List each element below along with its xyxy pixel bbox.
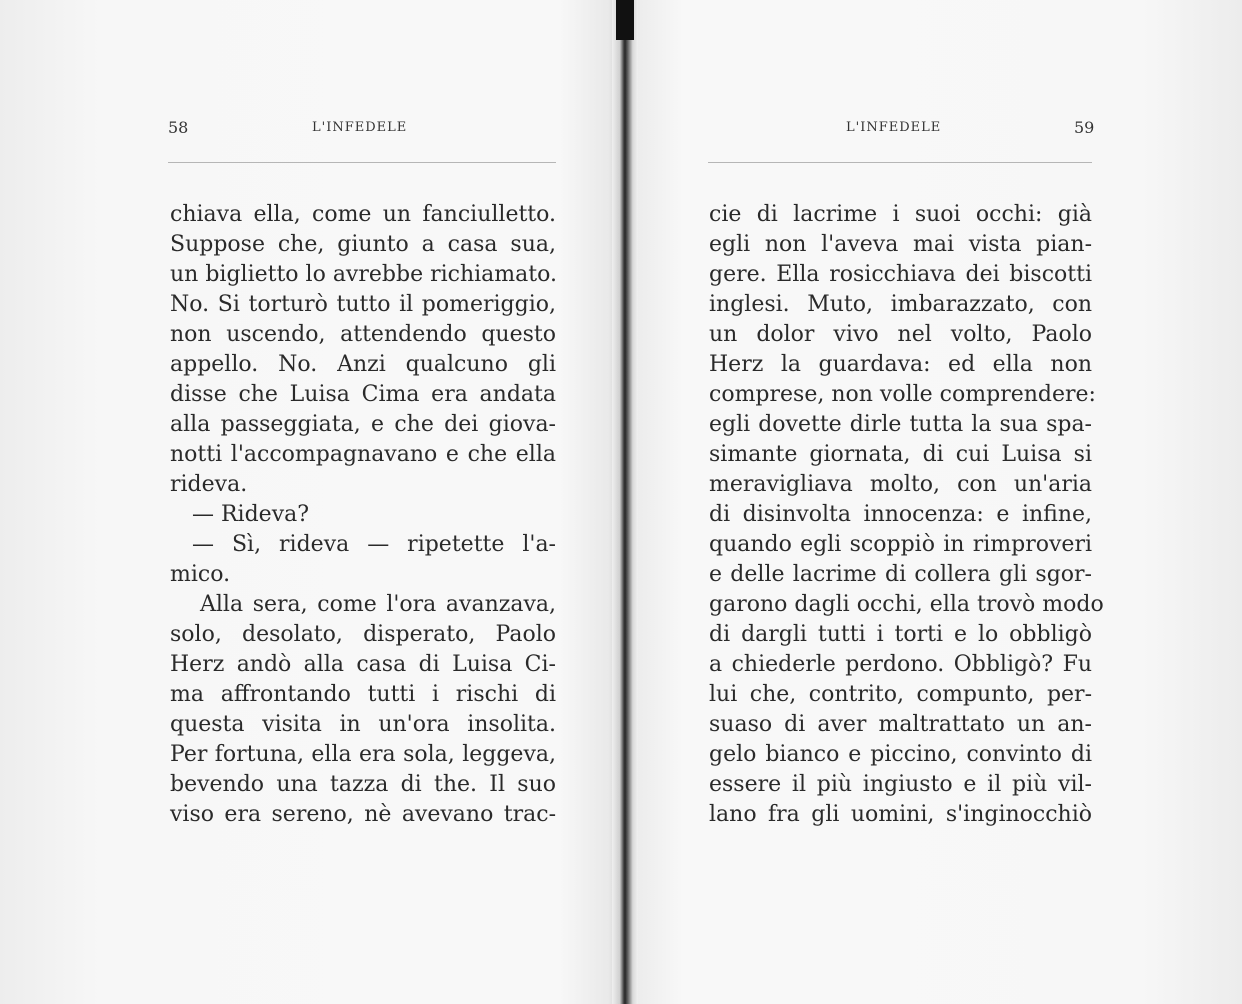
text-line: un biglietto lo avrebbe richiamato.	[170, 262, 557, 287]
right-running-head: L'INFEDELE	[846, 120, 942, 135]
text-line: egli dovette dirle tutta la sua spa-	[709, 412, 1092, 437]
text-line: gere. Ella rosicchiava dei biscotti	[709, 262, 1092, 287]
text-line: ma affrontando tutti i rischi di	[170, 682, 556, 707]
right-header-rule	[708, 162, 1092, 163]
text-line: di dargli tutti i torti e lo obbligò	[709, 622, 1092, 647]
text-line: cie di lacrime i suoi occhi: già	[709, 202, 1092, 227]
text-line: Alla sera, come l'ora avanzava,	[200, 592, 556, 617]
right-page-text	[709, 200, 1104, 830]
text-line: simante giornata, di cui Luisa si	[709, 442, 1092, 467]
text-line: a chiederle perdono. Obbligò? Fu	[709, 652, 1092, 677]
text-line: Suppose che, giunto a casa sua,	[170, 232, 556, 257]
left-page-number: 58	[168, 118, 189, 137]
text-line: non uscendo, attendendo questo	[170, 322, 556, 347]
text-line: appello. No. Anzi qualcuno gli	[170, 352, 556, 377]
book-gutter	[612, 0, 638, 1004]
text-line: Per fortuna, ella era sola, leggeva,	[170, 742, 556, 767]
text-line: mico.	[170, 562, 231, 587]
left-running-head: L'INFEDELE	[312, 120, 408, 135]
text-line: alla passeggiata, e che dei giova-	[170, 412, 556, 437]
text-line: — Rideva?	[192, 502, 310, 527]
text-line: suaso di aver maltrattato un an-	[709, 712, 1092, 737]
text-line: meravigliava molto, con un'aria	[709, 472, 1092, 497]
text-line: No. Si torturò tutto il pomeriggio,	[170, 292, 556, 317]
text-line: Herz la guardava: ed ella non	[709, 352, 1092, 377]
text-line: un dolor vivo nel volto, Paolo	[709, 322, 1092, 347]
left-page-text	[170, 200, 556, 830]
text-line: rideva.	[170, 472, 248, 497]
text-line: quando egli scoppiò in rimproveri	[709, 532, 1092, 557]
text-line: comprese, non volle comprendere:	[709, 382, 1096, 407]
left-header-rule	[168, 162, 556, 163]
text-line: Herz andò alla casa di Luisa Ci-	[170, 652, 556, 677]
text-line: inglesi. Muto, imbarazzato, con	[709, 292, 1092, 317]
text-line: chiava ella, come un fanciulletto.	[170, 202, 556, 227]
text-line: lano fra gli uomini, s'inginocchiò	[709, 802, 1092, 827]
text-line: lui che, contrito, compunto, per-	[709, 682, 1092, 707]
text-line: notti l'accompagnavano e che ella	[170, 442, 556, 467]
text-line: egli non l'aveva mai vista pian-	[709, 232, 1092, 257]
text-line: gelo bianco e piccino, convinto di	[709, 742, 1092, 767]
text-line: — Sì, rideva — ripetette l'a-	[192, 532, 556, 557]
left-page	[0, 0, 612, 1004]
text-line: e delle lacrime di collera gli sgor-	[709, 562, 1092, 587]
binding-shadow	[616, 0, 634, 40]
text-line: bevendo una tazza di the. Il suo	[170, 772, 556, 797]
right-page	[638, 0, 1242, 1004]
text-line: questa visita in un'ora insolita.	[170, 712, 556, 737]
text-line: di disinvolta innocenza: e infine,	[709, 502, 1092, 527]
text-line: essere il più ingiusto e il più vil-	[709, 772, 1092, 797]
text-line: solo, desolato, disperato, Paolo	[170, 622, 556, 647]
text-line: garono dagli occhi, ella trovò modo	[709, 592, 1104, 617]
text-line: viso era sereno, nè avevano trac-	[170, 802, 556, 827]
right-page-number: 59	[1074, 118, 1095, 137]
text-line: disse che Luisa Cima era andata	[170, 382, 556, 407]
